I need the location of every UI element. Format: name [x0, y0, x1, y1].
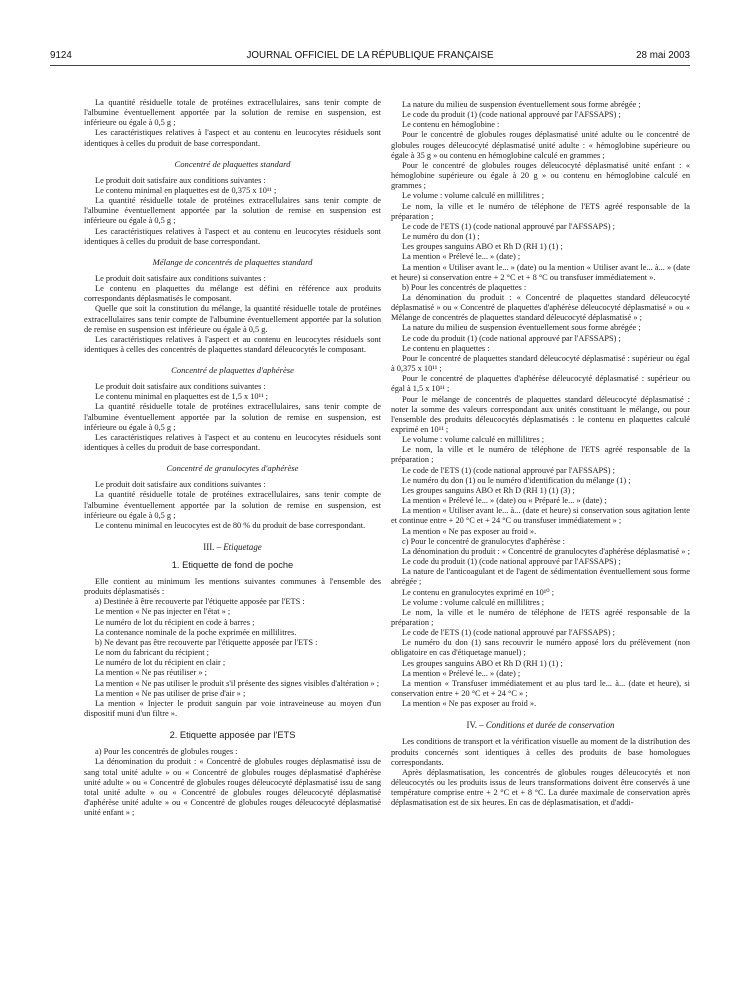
paragraph: Les caractéristiques relatives à l'aspect et au contenu en leucocytes résiduels sont identiques à celles du produit de base correspondant. [84, 432, 381, 453]
paragraph: Après déplasmatisation, les concentrés de globules rouges déleucocytés et non déleucocytés ou les produits issus de leurs transformations doivent être conservés à une température comprise entre + 2 °C et + 8 °C. La durée maximale de conservation après déplasmatisation est de six heures. En cas de déplasmatisation, et d'addi- [391, 767, 690, 808]
paragraph: Les caractéristiques relatives à l'aspect et au contenu en leucocytes résiduels sont identiques à celles du produit de base correspondant. [84, 226, 381, 246]
paragraph: Le contenu minimal en plaquettes est de 0,375 x 10¹¹ ; [95, 185, 277, 195]
publication-date: 28 mai 2003 [636, 50, 690, 61]
paragraph: Le mention « Ne pas injecter en l'état » ; [95, 607, 231, 617]
paragraph: La mention « Ne pas réutiliser » ; [95, 668, 207, 678]
paragraph: Le produit doit satisfaire aux conditions suivantes : [95, 382, 266, 392]
paragraph: La quantité résiduelle totale de protéines extracellulaires, sans tenir compte de l'albumine éventuellement apportée par la solution de remise en suspension, est inférieure ou égale à 0,5 g ; [84, 98, 381, 128]
paragraph: Le code du produit (1) (code national approuvé par l'AFSSAPS) ; [402, 110, 621, 120]
paragraph: Le nom, la ville et le numéro de téléphone de l'ETS agréé responsable de la préparation ; [391, 445, 690, 465]
paragraph: La mention « Ne pas exposer au froid ». [402, 526, 537, 536]
part-title: Etiquetage [223, 542, 262, 552]
part-title: Conditions et durée de conservation [485, 720, 615, 731]
paragraph: c) Pour le concentré de granulocytes d'aphérèse : [402, 536, 565, 546]
paragraph: La mention « Transfuser immédiatement et au plus tard le... à... (date et heure), si conservation entre + 20 °C et + 24 °C » ; [391, 678, 690, 699]
paragraph: La mention « Prélevé le... » (date) ; [402, 252, 521, 262]
journal-title: JOURNAL OFFICIEL DE LA RÉPUBLIQUE FRANÇAISE [246, 50, 494, 61]
paragraph: Le code de l'ETS (1) (code national approuvé par l'AFSSAPS) ; [402, 628, 615, 638]
paragraph: Les groupes sanguins ABO et Rh D (RH 1) (1) ; [402, 242, 563, 252]
section-heading: Concentré de granulocytes d'aphérèse [166, 463, 299, 474]
section-heading: Concentré de plaquettes d'aphérèse [171, 365, 294, 376]
paragraph: La nature du milieu de suspension éventuellement sous forme abrégée ; [402, 323, 641, 333]
paragraph: Pour le concentré de plaquettes d'aphérèse déleucocyté déplasmatisé : supérieur ou égal à 1,5 x 10¹¹ ; [391, 374, 690, 394]
left-column [84, 98, 381, 818]
paragraph: Le numéro du don (1) sans recouvrir le numéro apposé lors du prélèvement (non obligatoire en cas d'étiquetage manuel) ; [391, 638, 690, 658]
part-number: IV. – [466, 720, 484, 731]
paragraph: Le code du produit (1) (code national approuvé par l'AFSSAPS) ; [402, 333, 621, 343]
paragraph: Les caractéristiques relatives à l'aspect et au contenu en leucocytes résiduels sont identiques à celles du produit de base correspondant. [84, 128, 381, 148]
paragraph: Le code de l'ETS (1) (code national approuvé par l'AFSSAPS) ; [402, 465, 615, 475]
paragraph: Le numéro du don (1) ; [402, 232, 480, 242]
paragraph: Pour le concentré de globules rouges déleucocyté déplasmatisé unité enfant : « hémoglobine supérieure ou égale à 20 g » ou contenu en hémoglobine calculé en grammes ; [391, 160, 690, 191]
part-heading [84, 541, 381, 553]
paragraph: Le contenu en plaquettes du mélange est défini en référence aux produits correspondants déplasmatisés le composant. [84, 284, 381, 304]
paragraph: La dénomination du produit : « Concentré de plaquettes standard déleucocyté déplasmatisé » ou « Concentré de plaquettes d'aphérèse déleucocyté déplasmatisé » ou « Mélange de concentrés de plaquettes standard déleucocyté déplasmatisé » ; [391, 292, 690, 323]
paragraph: Le produit doit satisfaire aux conditions suivantes : [95, 273, 266, 283]
paragraph: La mention « Injecter le produit sanguin par voie intraveineuse au moyen d'un dispositif muni d'un filtre ». [84, 698, 381, 719]
paragraph: Le volume : volume calculé en millilitres ; [402, 191, 545, 201]
paragraph: Elle contient au minimum les mentions suivantes communes à l'ensemble des produits déplasmatisés : [84, 577, 381, 597]
paragraph: Le nom, la ville et le numéro de téléphone de l'ETS agréé responsable de la préparation ; [391, 607, 690, 627]
paragraph: Le volume : volume calculé en millilitres ; [402, 435, 545, 445]
paragraph: Quelle que soit la constitution du mélange, la quantité résiduelle totale de protéines extracellulaires sans tenir compte de l'albumine éventuellement apportée par la solution de remise en suspension est inférieure ou égale à 0,5 g. [84, 304, 381, 334]
running-head [50, 50, 690, 64]
paragraph: Le nom du fabricant du récipient ; [95, 648, 209, 658]
paragraph: La mention « Utiliser avant le... à... (date et heure) si conservation sous agitation lente et continue entre + 20 °C et + 24 °C ou transfuser immédiatement » ; [391, 506, 690, 526]
paragraph: Le contenu en hémoglobine : [402, 120, 500, 130]
paragraph: a) Pour les concentrés de globules rouges : [95, 747, 238, 757]
paragraph: La nature du milieu de suspension éventuellement sous forme abrégée ; [402, 100, 641, 109]
paragraph: Le produit doit satisfaire aux conditions suivantes : [95, 480, 266, 490]
subsection-heading: 2. Etiquette apposée par l'ETS [169, 730, 296, 741]
paragraph: La quantité résiduelle totale de protéines extracellulaires sans tenir compte de l'albumine éventuellement apportée par la solution de remise en suspension est inférieure ou égale à 0,5 g ; [84, 196, 381, 226]
paragraph: La dénomination du produit : « Concentré de globules rouges déplasmatisé issu de sang total unité adulte » ou « Concentré de globules rouges déplasmatisé d'aphérèse unité adulte » ou « Concentré de globules rouges déleucocyté déplasmatisé issu de sang total unité adulte » ou « Concentré de globules rouges déleucocyté déplasmatisé d'aphérèse unité adulte » ou « Concentré de globules rouges déleucocyté déplasmatisé unité enfant » ; [84, 757, 381, 818]
paragraph: Le code de l'ETS (1) (code national approuvé par l'AFSSAPS) ; [402, 221, 615, 231]
paragraph: Pour le mélange de concentrés de plaquettes standard déleucocyté déplasmatisé : noter la somme des valeurs correspondant aux unités constituant le mélange, ou pour l'ensemble des produits déleucocytés déplasmatisés : le contenu en plaquettes calculé exprimé en 10¹¹ ; [391, 394, 690, 434]
paragraph: Le contenu minimal en plaquettes est de 1,5 x 10¹¹ ; [95, 392, 268, 402]
paragraph: Pour le concentré de globules rouges déplasmatisé unité adulte ou le concentré de globules rouges déleucocyté déplasmatisé unité adulte : « hémoglobine supérieure ou égale à 35 g » ou contenu en hémoglobine calculé en grammes ; [391, 130, 690, 160]
paragraph: La contenance nominale de la poche exprimée en millilitres. [95, 627, 297, 637]
paragraph: Le contenu en plaquettes : [402, 343, 490, 353]
paragraph: Le code du produit (1) (code national approuvé par l'AFSSAPS) ; [402, 557, 621, 567]
paragraph: La mention « Utiliser avant le... » (date) ou la mention « Utiliser avant le... à... » (date et heure) si conservation entre + 2 °C et + 8 °C ou transfuser immédiatement ». [391, 262, 690, 282]
paragraph: La mention « Ne pas exposer au froid ». [402, 699, 537, 709]
paragraph: Le numéro de lot du récipient en clair ; [95, 658, 226, 668]
right-paragraphs [391, 100, 690, 709]
part-number: III. – [203, 542, 222, 552]
paragraph: Les groupes sanguins ABO et Rh D (RH 1) (1) ; [402, 658, 563, 668]
paragraph: Les groupes sanguins ABO et Rh D (RH 1) (1) (3) ; [402, 485, 575, 495]
part-heading [391, 719, 690, 731]
paragraph: b) Pour les concentrés de plaquettes : [402, 282, 527, 292]
paragraph: b) Ne devant pas être recouverte par l'étiquette apposée par l'ETS : [95, 637, 318, 647]
paragraph: La dénomination du produit : « Concentré de granulocytes d'aphérèse déplasmatisé » ; [402, 546, 690, 556]
paragraph: La nature de l'anticoagulant et de l'agent de sédimentation éventuellement sous forme abrégée ; [391, 567, 690, 587]
paragraph: La mention « Prélevé le... » (date) ; [402, 668, 521, 678]
paragraph: Le volume : volume calculé en millilitres ; [402, 597, 545, 607]
section-heading: Mélange de concentrés de plaquettes standard [152, 256, 313, 267]
header-rule [50, 65, 690, 66]
paragraph: Le produit doit satisfaire aux conditions suivantes : [95, 175, 266, 185]
paragraph: La mention « Ne pas utiliser le produit s'il présente des signes visibles d'altération » ; [95, 678, 380, 688]
page-number: 9124 [50, 50, 72, 61]
paragraph: Le numéro du don (1) ou le numéro d'identification du mélange (1) ; [402, 475, 631, 485]
paragraph: Le contenu minimal en leucocytes est de 80 % du produit de base correspondant. [95, 520, 366, 530]
section-heading: Concentré de plaquettes standard [174, 158, 291, 169]
right-column [391, 100, 690, 808]
paragraph: La mention « Ne pas utiliser de prise d'air » ; [95, 688, 246, 698]
paragraph: La mention « Prélevé le... » (date) ou « Préparé le... » (date) ; [402, 496, 607, 506]
paragraph: Les caractéristiques relatives à l'aspect et au contenu en leucocytes résiduels sont identiques à celles des concentrés de plaquettes standard déleucocytés le composant. [84, 334, 381, 354]
paragraph: Pour le concentré de plaquettes standard déleucocyté déplasmatisé : supérieur ou égal à 0,375 x 10¹¹ ; [391, 353, 690, 374]
paragraph: Le numéro de lot du récipient en code à barres ; [95, 617, 255, 627]
paragraph: Le contenu en granulocytes exprimé en 10¹⁰ ; [402, 587, 555, 597]
paragraph: Les conditions de transport et la vérification visuelle au moment de la distribution des produits concernés sont identiques à celles des produits de base homologues correspondants. [391, 737, 690, 767]
paragraph: La quantité résiduelle totale de protéines extracellulaires, sans tenir compte de l'albumine éventuellement apportée par la solution de remise en suspension, est inférieure ou égale à 0,5 g ; [84, 490, 381, 520]
paragraph: La quantité résiduelle totale de protéines extracellulaires, sans tenir compte de l'albumine éventuellement apportée par la solution de remise en suspension, est inférieure ou égale à 0,5 g ; [84, 402, 381, 432]
paragraph: Le nom, la ville et le numéro de téléphone de l'ETS agréé responsable de la préparation ; [391, 201, 690, 221]
paragraph: a) Destinée à être recouverte par l'étiquette apposée par l'ETS : [95, 597, 305, 607]
subsection-heading: 1. Etiquette de fond de poche [171, 560, 294, 570]
